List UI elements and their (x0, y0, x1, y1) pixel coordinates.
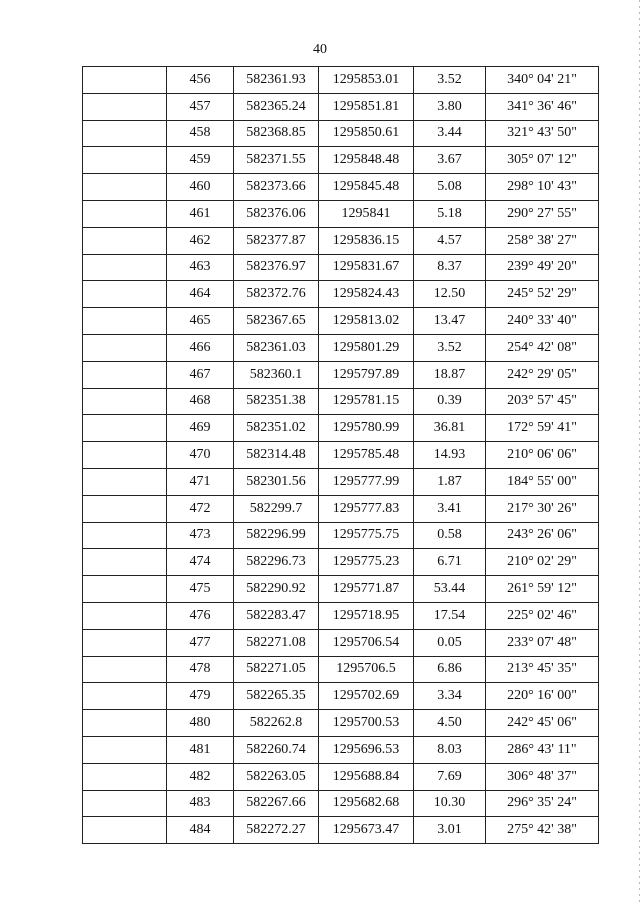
empty-cell (83, 361, 167, 388)
x-coordinate-cell: 582376.06 (234, 200, 319, 227)
x-coordinate-cell: 582299.7 (234, 495, 319, 522)
table-row (83, 388, 599, 415)
bearing-cell: 184° 55' 00" (486, 468, 599, 495)
table-row (83, 200, 599, 227)
bearing-cell: 239° 49' 20" (486, 254, 599, 281)
y-coordinate-cell: 1295696.53 (319, 736, 414, 763)
point-number-cell: 477 (167, 629, 234, 656)
table-row (83, 174, 599, 201)
distance-cell: 3.01 (414, 817, 486, 844)
y-coordinate-cell: 1295785.48 (319, 442, 414, 469)
distance-cell: 6.86 (414, 656, 486, 683)
distance-cell: 6.71 (414, 549, 486, 576)
empty-cell (83, 683, 167, 710)
y-coordinate-cell: 1295841 (319, 200, 414, 227)
bearing-cell: 341° 36' 46" (486, 93, 599, 120)
y-coordinate-cell: 1295775.75 (319, 522, 414, 549)
x-coordinate-cell: 582283.47 (234, 602, 319, 629)
y-coordinate-cell: 1295797.89 (319, 361, 414, 388)
bearing-cell: 172° 59' 41" (486, 415, 599, 442)
empty-cell (83, 415, 167, 442)
x-coordinate-cell: 582371.55 (234, 147, 319, 174)
distance-cell: 12.50 (414, 281, 486, 308)
y-coordinate-cell: 1295850.61 (319, 120, 414, 147)
bearing-cell: 286° 43' 11" (486, 736, 599, 763)
point-number-cell: 460 (167, 174, 234, 201)
distance-cell: 10.30 (414, 790, 486, 817)
point-number-cell: 481 (167, 736, 234, 763)
y-coordinate-cell: 1295824.43 (319, 281, 414, 308)
x-coordinate-cell: 582360.1 (234, 361, 319, 388)
empty-cell (83, 442, 167, 469)
y-coordinate-cell: 1295771.87 (319, 576, 414, 603)
distance-cell: 17.54 (414, 602, 486, 629)
y-coordinate-cell: 1295700.53 (319, 710, 414, 737)
x-coordinate-cell: 582368.85 (234, 120, 319, 147)
distance-cell: 3.34 (414, 683, 486, 710)
table-row (83, 576, 599, 603)
point-number-cell: 457 (167, 93, 234, 120)
point-number-cell: 483 (167, 790, 234, 817)
bearing-cell: 240° 33' 40" (486, 308, 599, 335)
empty-cell (83, 227, 167, 254)
distance-cell: 3.52 (414, 334, 486, 361)
distance-cell: 5.08 (414, 174, 486, 201)
y-coordinate-cell: 1295706.5 (319, 656, 414, 683)
table-row (83, 254, 599, 281)
distance-cell: 3.80 (414, 93, 486, 120)
x-coordinate-cell: 582365.24 (234, 93, 319, 120)
table-row (83, 281, 599, 308)
y-coordinate-cell: 1295777.83 (319, 495, 414, 522)
distance-cell: 4.57 (414, 227, 486, 254)
x-coordinate-cell: 582262.8 (234, 710, 319, 737)
x-coordinate-cell: 582272.27 (234, 817, 319, 844)
x-coordinate-cell: 582260.74 (234, 736, 319, 763)
empty-cell (83, 120, 167, 147)
empty-cell (83, 281, 167, 308)
distance-cell: 8.03 (414, 736, 486, 763)
y-coordinate-cell: 1295851.81 (319, 93, 414, 120)
point-number-cell: 482 (167, 763, 234, 790)
distance-cell: 5.18 (414, 200, 486, 227)
empty-cell (83, 254, 167, 281)
y-coordinate-cell: 1295781.15 (319, 388, 414, 415)
point-number-cell: 480 (167, 710, 234, 737)
point-number-cell: 472 (167, 495, 234, 522)
y-coordinate-cell: 1295688.84 (319, 763, 414, 790)
table-row (83, 67, 599, 94)
x-coordinate-cell: 582373.66 (234, 174, 319, 201)
bearing-cell: 261° 59' 12" (486, 576, 599, 603)
distance-cell: 3.67 (414, 147, 486, 174)
point-number-cell: 456 (167, 67, 234, 94)
point-number-cell: 471 (167, 468, 234, 495)
y-coordinate-cell: 1295836.15 (319, 227, 414, 254)
x-coordinate-cell: 582351.02 (234, 415, 319, 442)
distance-cell: 13.47 (414, 308, 486, 335)
x-coordinate-cell: 582361.93 (234, 67, 319, 94)
x-coordinate-cell: 582372.76 (234, 281, 319, 308)
y-coordinate-cell: 1295706.54 (319, 629, 414, 656)
distance-cell: 7.69 (414, 763, 486, 790)
empty-cell (83, 495, 167, 522)
y-coordinate-cell: 1295682.68 (319, 790, 414, 817)
x-coordinate-cell: 582377.87 (234, 227, 319, 254)
x-coordinate-cell: 582271.05 (234, 656, 319, 683)
bearing-cell: 296° 35' 24" (486, 790, 599, 817)
point-number-cell: 468 (167, 388, 234, 415)
point-number-cell: 475 (167, 576, 234, 603)
bearing-cell: 298° 10' 43" (486, 174, 599, 201)
table-row (83, 817, 599, 844)
bearing-cell: 217° 30' 26" (486, 495, 599, 522)
bearing-cell: 254° 42' 08" (486, 334, 599, 361)
empty-cell (83, 334, 167, 361)
bearing-cell: 243° 26' 06" (486, 522, 599, 549)
bearing-cell: 275° 42' 38" (486, 817, 599, 844)
empty-cell (83, 576, 167, 603)
empty-cell (83, 468, 167, 495)
point-number-cell: 463 (167, 254, 234, 281)
distance-cell: 4.50 (414, 710, 486, 737)
distance-cell: 3.44 (414, 120, 486, 147)
x-coordinate-cell: 582263.05 (234, 763, 319, 790)
x-coordinate-cell: 582314.48 (234, 442, 319, 469)
distance-cell: 53.44 (414, 576, 486, 603)
table-row (83, 415, 599, 442)
x-coordinate-cell: 582376.97 (234, 254, 319, 281)
empty-cell (83, 67, 167, 94)
point-number-cell: 470 (167, 442, 234, 469)
bearing-cell: 258° 38' 27" (486, 227, 599, 254)
y-coordinate-cell: 1295848.48 (319, 147, 414, 174)
bearing-cell: 242° 29' 05" (486, 361, 599, 388)
bearing-cell: 340° 04' 21" (486, 67, 599, 94)
point-number-cell: 474 (167, 549, 234, 576)
point-number-cell: 469 (167, 415, 234, 442)
x-coordinate-cell: 582296.99 (234, 522, 319, 549)
y-coordinate-cell: 1295702.69 (319, 683, 414, 710)
y-coordinate-cell: 1295673.47 (319, 817, 414, 844)
empty-cell (83, 736, 167, 763)
y-coordinate-cell: 1295845.48 (319, 174, 414, 201)
bearing-cell: 203° 57' 45" (486, 388, 599, 415)
point-number-cell: 479 (167, 683, 234, 710)
distance-cell: 8.37 (414, 254, 486, 281)
point-number-cell: 458 (167, 120, 234, 147)
bearing-cell: 290° 27' 55" (486, 200, 599, 227)
point-number-cell: 465 (167, 308, 234, 335)
bearing-cell: 321° 43' 50" (486, 120, 599, 147)
table-row (83, 710, 599, 737)
x-coordinate-cell: 582271.08 (234, 629, 319, 656)
y-coordinate-cell: 1295853.01 (319, 67, 414, 94)
bearing-cell: 233° 07' 48" (486, 629, 599, 656)
point-number-cell: 461 (167, 200, 234, 227)
point-number-cell: 464 (167, 281, 234, 308)
distance-cell: 1.87 (414, 468, 486, 495)
empty-cell (83, 200, 167, 227)
y-coordinate-cell: 1295813.02 (319, 308, 414, 335)
y-coordinate-cell: 1295718.95 (319, 602, 414, 629)
table-row (83, 763, 599, 790)
bearing-cell: 305° 07' 12" (486, 147, 599, 174)
bearing-cell: 210° 02' 29" (486, 549, 599, 576)
table-row (83, 683, 599, 710)
distance-cell: 0.05 (414, 629, 486, 656)
y-coordinate-cell: 1295780.99 (319, 415, 414, 442)
bearing-cell: 225° 02' 46" (486, 602, 599, 629)
x-coordinate-cell: 582351.38 (234, 388, 319, 415)
bearing-cell: 220° 16' 00" (486, 683, 599, 710)
table-row (83, 495, 599, 522)
table-row (83, 736, 599, 763)
empty-cell (83, 629, 167, 656)
table-row (83, 602, 599, 629)
point-number-cell: 473 (167, 522, 234, 549)
point-number-cell: 467 (167, 361, 234, 388)
point-number-cell: 484 (167, 817, 234, 844)
empty-cell (83, 522, 167, 549)
distance-cell: 14.93 (414, 442, 486, 469)
table-row (83, 93, 599, 120)
bearing-cell: 242° 45' 06" (486, 710, 599, 737)
point-number-cell: 459 (167, 147, 234, 174)
bearing-cell: 210° 06' 06" (486, 442, 599, 469)
distance-cell: 18.87 (414, 361, 486, 388)
x-coordinate-cell: 582267.66 (234, 790, 319, 817)
empty-cell (83, 602, 167, 629)
x-coordinate-cell: 582301.56 (234, 468, 319, 495)
distance-cell: 3.52 (414, 67, 486, 94)
distance-cell: 0.58 (414, 522, 486, 549)
empty-cell (83, 549, 167, 576)
y-coordinate-cell: 1295775.23 (319, 549, 414, 576)
bearing-cell: 213° 45' 35" (486, 656, 599, 683)
table-row (83, 120, 599, 147)
empty-cell (83, 817, 167, 844)
empty-cell (83, 174, 167, 201)
x-coordinate-cell: 582290.92 (234, 576, 319, 603)
table-row (83, 361, 599, 388)
empty-cell (83, 308, 167, 335)
coordinates-table (82, 66, 599, 844)
point-number-cell: 478 (167, 656, 234, 683)
y-coordinate-cell: 1295777.99 (319, 468, 414, 495)
y-coordinate-cell: 1295831.67 (319, 254, 414, 281)
point-number-cell: 462 (167, 227, 234, 254)
coordinates-table-body (83, 67, 599, 844)
empty-cell (83, 147, 167, 174)
table-row (83, 656, 599, 683)
x-coordinate-cell: 582265.35 (234, 683, 319, 710)
x-coordinate-cell: 582361.03 (234, 334, 319, 361)
table-row (83, 629, 599, 656)
empty-cell (83, 710, 167, 737)
table-row (83, 522, 599, 549)
table-row (83, 334, 599, 361)
table-row (83, 549, 599, 576)
table-row (83, 790, 599, 817)
distance-cell: 36.81 (414, 415, 486, 442)
y-coordinate-cell: 1295801.29 (319, 334, 414, 361)
empty-cell (83, 656, 167, 683)
point-number-cell: 466 (167, 334, 234, 361)
table-row (83, 147, 599, 174)
bearing-cell: 245° 52' 29" (486, 281, 599, 308)
point-number-cell: 476 (167, 602, 234, 629)
empty-cell (83, 763, 167, 790)
x-coordinate-cell: 582367.65 (234, 308, 319, 335)
distance-cell: 0.39 (414, 388, 486, 415)
table-row (83, 308, 599, 335)
table-row (83, 442, 599, 469)
table-row (83, 468, 599, 495)
bearing-cell: 306° 48' 37" (486, 763, 599, 790)
page-number: 40 (313, 42, 327, 57)
empty-cell (83, 93, 167, 120)
table-row (83, 227, 599, 254)
x-coordinate-cell: 582296.73 (234, 549, 319, 576)
empty-cell (83, 790, 167, 817)
empty-cell (83, 388, 167, 415)
distance-cell: 3.41 (414, 495, 486, 522)
